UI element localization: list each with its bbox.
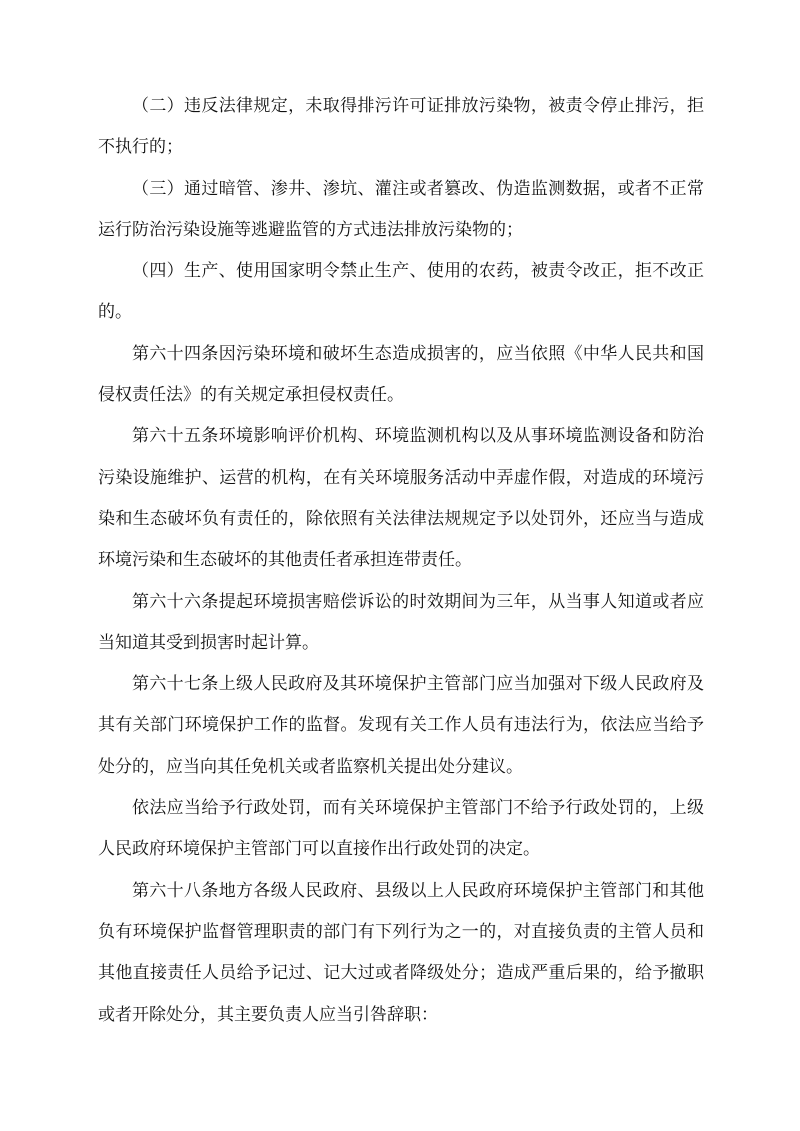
paragraph-item-3: （三）通过暗管、渗井、渗坑、灌注或者篡改、伪造监测数据，或者不正常运行防治污染设施等逃避监管的方式违法排放污染物的； [98,178,704,240]
article-68: 第六十八条地方各级人民政府、县级以上人民政府环境保护主管部门和其他负有环境保护监督管理职责的部门有下列行为之一的，对直接负责的主管人员和其他直接责任人员给予记过、记大过或者降级处分；造成严重后果的，给予撤职或者开除处分，其主要负责人应当引咎辞职： [98,880,704,1025]
article-65: 第六十五条环境影响评价机构、环境监测机构以及从事环境监测设备和防治污染设施维护、运营的机构，在有关环境服务活动中弄虚作假，对造成的环境污染和生态破坏负有责任的，除依照有关法律法规规定予以处罚外，还应当与造成环境污染和生态破坏的其他责任者承担连带责任。 [98,426,704,571]
paragraph-item-4: （四）生产、使用国家明令禁止生产、使用的农药，被责令改正，拒不改正的。 [98,261,704,323]
article-64: 第六十四条因污染环境和破坏生态造成损害的，应当依照《中华人民共和国侵权责任法》的有关规定承担侵权责任。 [98,343,704,406]
paragraph-item-2: （二）违反法律规定，未取得排污许可证排放污染物，被责令停止排污，拒不执行的； [98,96,704,158]
article-67: 第六十七条上级人民政府及其环境保护主管部门应当加强对下级人民政府及其有关部门环境保护工作的监督。发现有关工作人员有违法行为，依法应当给予处分的，应当向其任免机关或者监察机关提出处分建议。 [98,674,704,777]
document-body [98,86,704,1036]
article-66: 第六十六条提起环境损害赔偿诉讼的时效期间为三年，从当事人知道或者应当知道其受到损害时起计算。 [98,591,704,653]
article-67-paragraph-2: 依法应当给予行政处罚，而有关环境保护主管部门不给予行政处罚的，上级人民政府环境保护主管部门可以直接作出行政处罚的决定。 [98,798,704,860]
